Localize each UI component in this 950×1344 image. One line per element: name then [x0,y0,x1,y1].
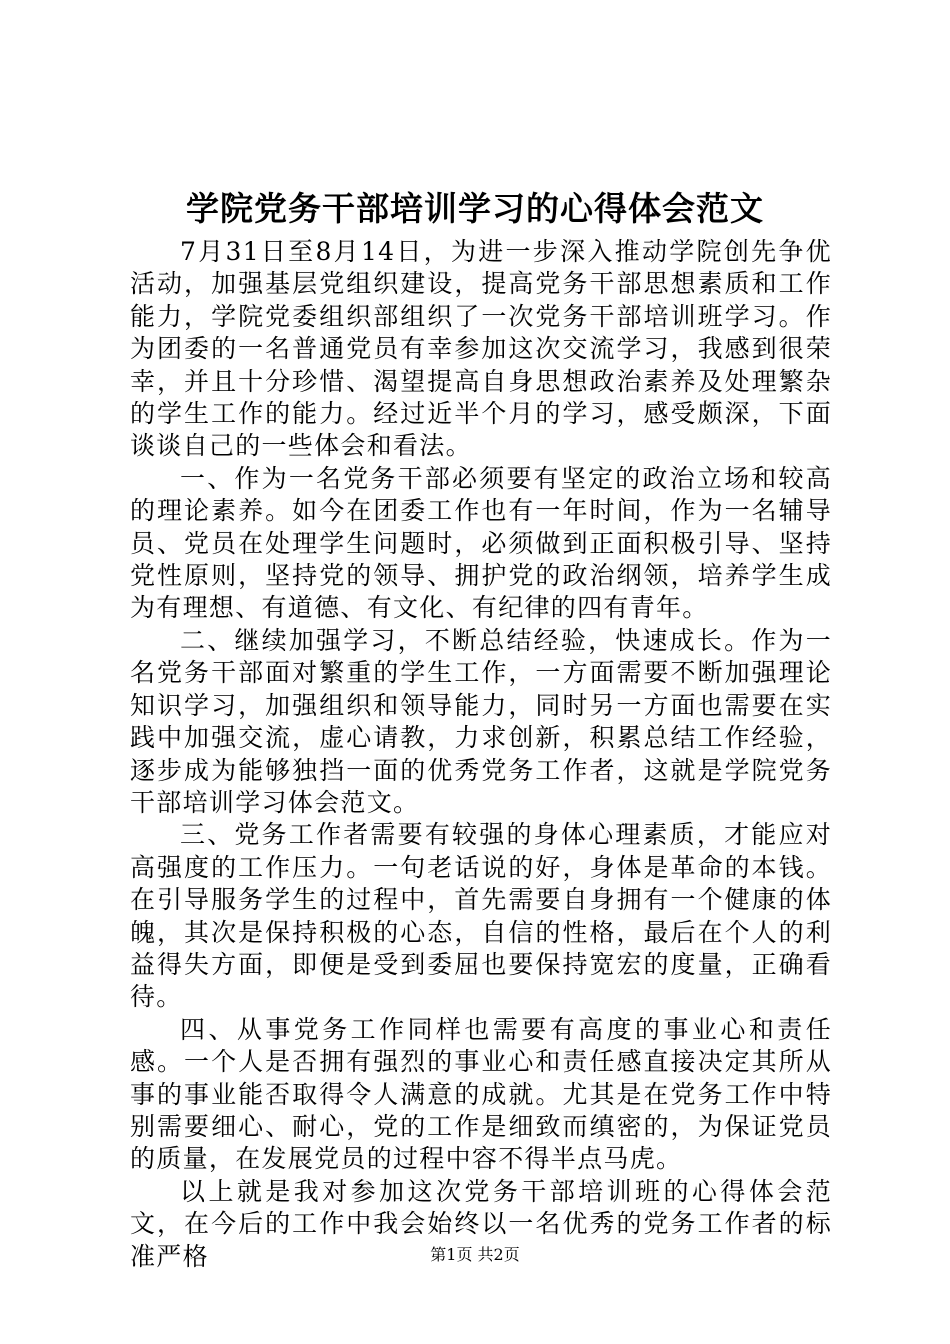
paragraph-point-2: 二、继续加强学习，不断总结经验，快速成长。作为一名党务干部面对繁重的学生工作，一方面需要不断加强理论知识学习，加强组织和领导能力，同时另一方面也需要在实践中加强交流，虚心请教，力求创新，积累总结工作经验，逐步成为能够独挡一面的优秀党务工作者，这就是学院党务干部培训学习体会范文。 [130,625,832,817]
paragraph-point-4: 四、从事党务工作同样也需要有高度的事业心和责任感。一个人是否拥有强烈的事业心和责任感直接决定其所从事的事业能否取得令人满意的成就。尤其是在党务工作中特别需要细心、耐心，党的工作是细致而缜密的，为保证党员的质量，在发展党员的过程中容不得半点马虎。 [130,1014,832,1174]
document-body [130,236,832,1273]
paragraph-intro: 7月31日至8月14日，为进一步深入推动学院创先争优活动，加强基层党组织建设，提高党务干部思想素质和工作能力，学院党委组织部组织了一次党务干部培训班学习。作为团委的一名普通党员有幸参加这次交流学习，我感到很荣幸，并且十分珍惜、渴望提高自身思想政治素养及处理繁杂的学生工作的能力。经过近半个月的学习，感受颇深，下面谈谈自己的一些体会和看法。 [130,237,832,461]
paragraph-point-1: 一、作为一名党务干部必须要有坚定的政治立场和较高的理论素养。如今在团委工作也有一年时间，作为一名辅导员、党员在处理学生问题时，必须做到正面积极引导、坚持党性原则，坚持党的领导、拥护党的政治纲领，培养学生成为有理想、有道德、有文化、有纪律的四有青年。 [130,463,832,623]
page-number-current: 第1页 [430,1245,473,1264]
paragraph-conclusion: 以上就是我对参加这次党务干部培训班的心得体会范文，在今后的工作中我会始终以一名优秀的党务工作者的标准严格 [130,1176,832,1271]
paragraph-point-3: 三、党务工作者需要有较强的身体心理素质，才能应对高强度的工作压力。一句老话说的好，身体是革命的本钱。在引导服务学生的过程中，首先需要自身拥有一个健康的体魄，其次是保持积极的心态，自信的性格，最后在个人的利益得失方面，即便是受到委屈也要保持宽宏的度量，正确看待。 [130,820,832,1012]
document-title: 学院党务干部培训学习的心得体会范文 [186,189,764,228]
page-number-total: 共2页 [477,1245,520,1264]
page-footer [0,1245,950,1265]
